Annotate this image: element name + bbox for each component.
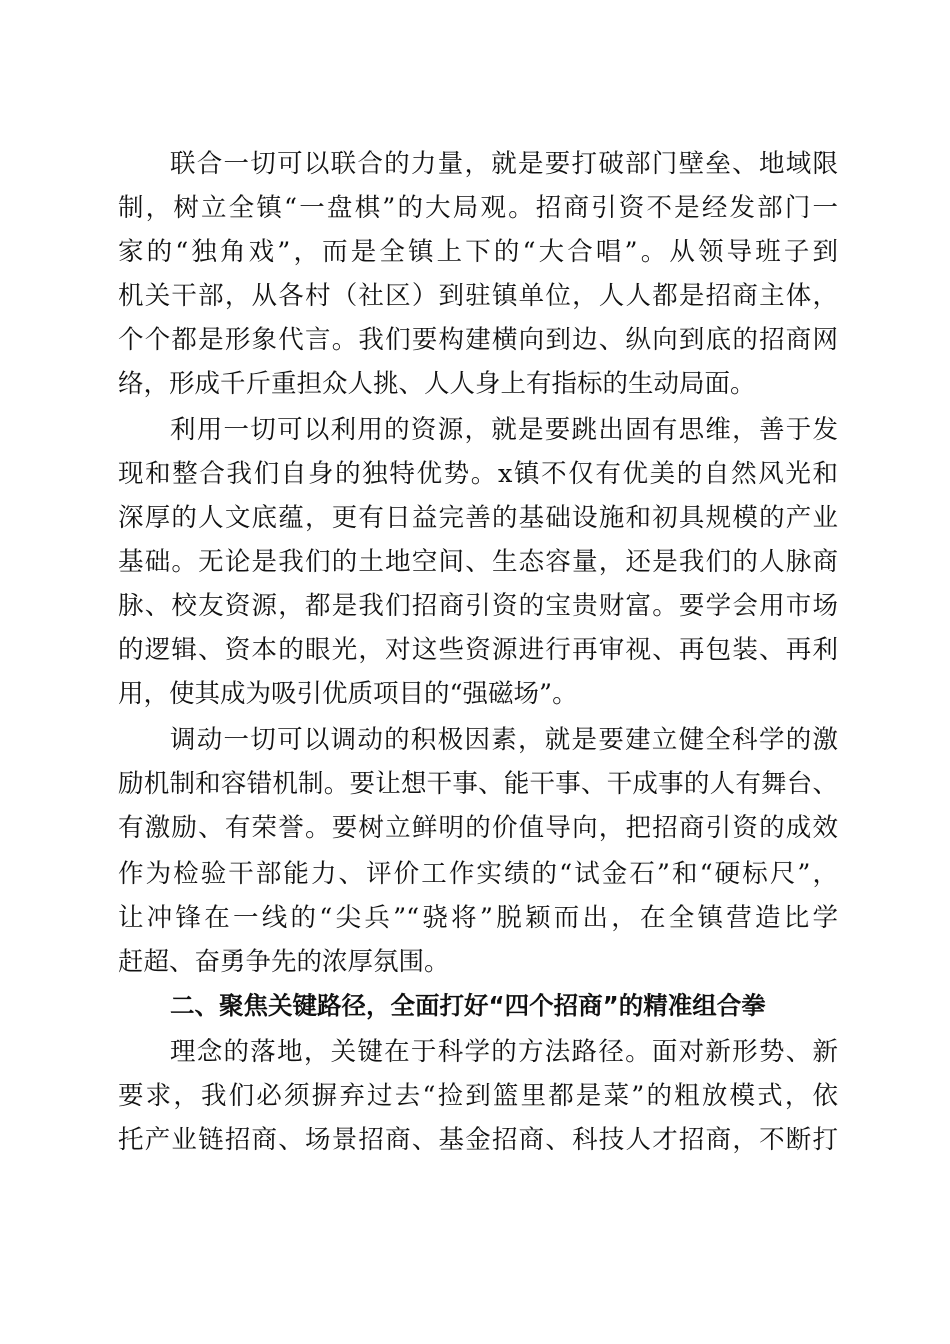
paragraph-2-line-7: 用，使其成为吸引优质项目的“强磁场”。: [118, 679, 578, 709]
paragraph-3-line-4: 作为检验干部能力、评价工作实绩的“试金石”和“硬标尺”，: [118, 859, 838, 889]
paragraph-3-line-6: 赶超、奋勇争先的浓厚氛围。: [118, 947, 450, 977]
paragraph-4-line-1: 理念的落地，关键在于科学的方法路径。面对新形势、新: [170, 1037, 838, 1067]
paragraph-1-line-1: 联合一切可以联合的力量，就是要打破部门壁垒、地域限: [170, 149, 838, 179]
paragraph-4-line-3: 托产业链招商、场景招商、基金招商、科技人才招商，不断打: [118, 1125, 838, 1155]
paragraph-2-line-6: 的逻辑、资本的眼光，对这些资源进行再审视、再包装、再利: [118, 635, 838, 665]
paragraph-3-line-2: 励机制和容错机制。要让想干事、能干事、干成事的人有舞台、: [118, 769, 838, 799]
paragraph-2-line-3: 深厚的人文底蕴，更有日益完善的基础设施和初具规模的产业: [118, 503, 838, 533]
paragraph-1-line-4: 机关干部，从各村（社区）到驻镇单位，人人都是招商主体，: [118, 281, 838, 311]
paragraph-4-line-2: 要求，我们必须摒弃过去“捡到篮里都是菜”的粗放模式，依: [118, 1081, 838, 1111]
paragraph-1-line-3: 家的“独角戏”，而是全镇上下的“大合唱”。从领导班子到: [118, 237, 838, 267]
paragraph-2-line-2: 现和整合我们自身的独特优势。x镇不仅有优美的自然风光和: [118, 459, 838, 489]
paragraph-1-line-6: 络，形成千斤重担众人挑、人人身上有指标的生动局面。: [118, 369, 756, 399]
paragraph-1-line-2: 制，树立全镇“一盘棋”的大局观。招商引资不是经发部门一: [118, 193, 838, 223]
paragraph-1-line-5: 个个都是形象代言。我们要构建横向到边、纵向到底的招商网: [118, 325, 838, 355]
section-heading: 二、聚焦关键路径，全面打好“四个招商”的精准组合拳: [170, 991, 766, 1020]
paragraph-2-line-5: 脉、校友资源，都是我们招商引资的宝贵财富。要学会用市场: [118, 591, 838, 621]
paragraph-3-line-1: 调动一切可以调动的积极因素，就是要建立健全科学的激: [170, 725, 838, 755]
paragraph-3-line-5: 让冲锋在一线的“尖兵”“骁将”脱颖而出，在全镇营造比学: [118, 903, 838, 933]
paragraph-2-line-1: 利用一切可以利用的资源，就是要跳出固有思维，善于发: [170, 415, 838, 445]
paragraph-3-line-3: 有激励、有荣誉。要树立鲜明的价值导向，把招商引资的成效: [118, 813, 838, 843]
paragraph-2-line-4: 基础。无论是我们的土地空间、生态容量，还是我们的人脉商: [118, 547, 838, 577]
